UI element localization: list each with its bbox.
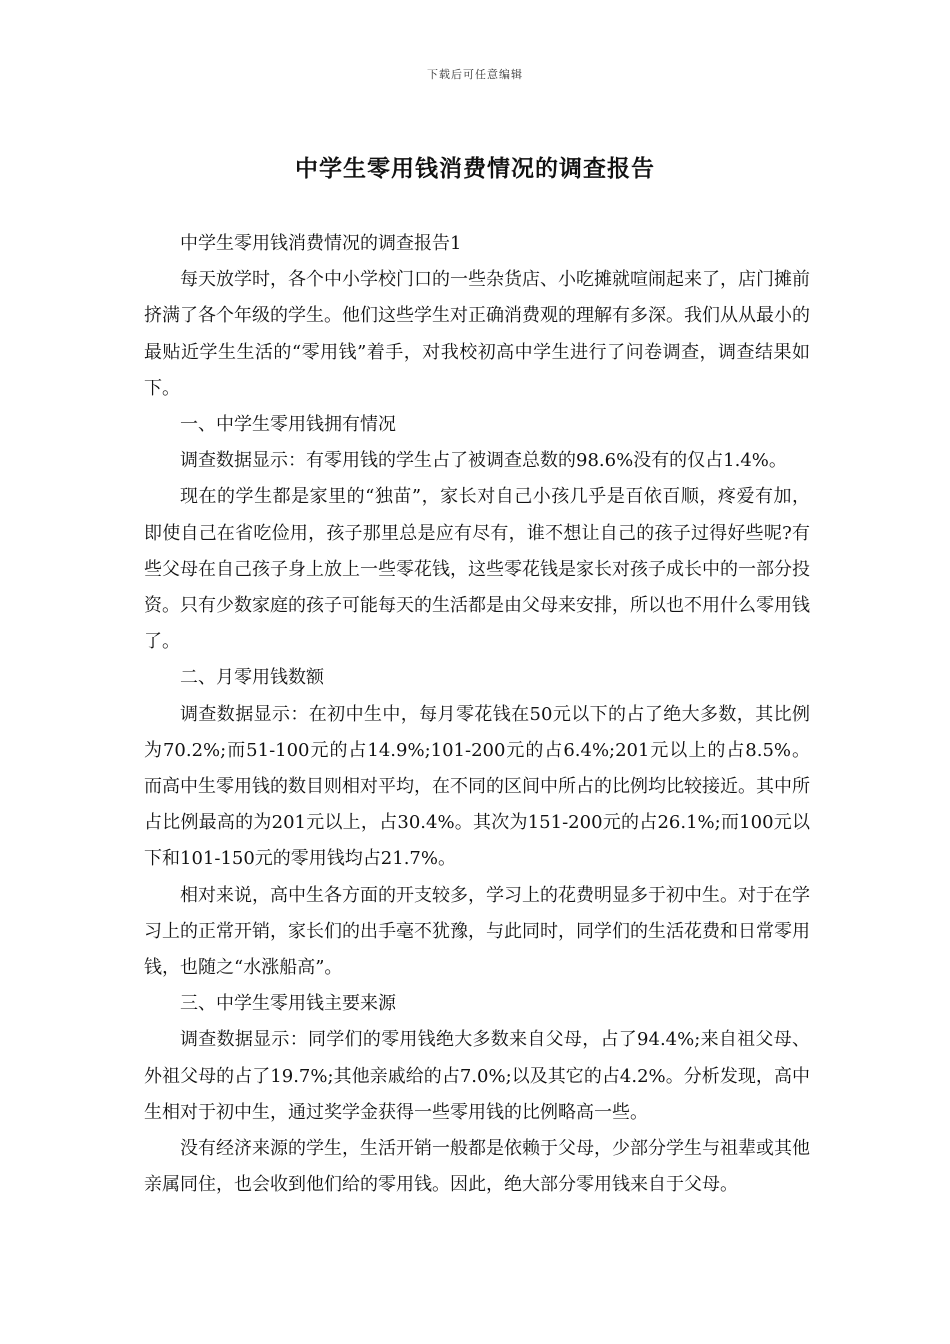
section-heading-amount: 二、月零用钱数额 <box>180 667 324 689</box>
paragraph-source-data: 调查数据显示：同学们的零用钱绝大多数来自父母，占了94.4%;来自祖父母、外祖父母的占了19.7%;其他亲戚给的占7.0%;以及其它的占4.2%。分析发现，高中生相对于初中生，通过奖学金获得一些零用钱的比例略高一些。 <box>144 1029 810 1123</box>
header-note: 下载后可任意编辑 <box>427 68 523 81</box>
section-heading-ownership: 一、中学生零用钱拥有情况 <box>180 414 396 436</box>
paragraph-ownership-analysis: 现在的学生都是家里的“独苗”，家长对自己小孩几乎是百依百顺，疼爱有加，即使自己在省吃俭用，孩子那里总是应有尽有，谁不想让自己的孩子过得好些呢?有些父母在自己孩子身上放上一些零花钱，这些零花钱是家长对孩子成长中的一部分投资。只有少数家庭的孩子可能每天的生活都是由父母来安排，所以也不用什么零用钱了。 <box>144 486 810 653</box>
report-subtitle: 中学生零用钱消费情况的调查报告1 <box>180 233 462 254</box>
paragraph-amount-data: 调查数据显示：在初中生中，每月零花钱在50元以下的占了绝大多数，其比例为70.2%;而51-100元的占14.9%;101-200元的占6.4%;201元以上的占8.5%。而高中生零用钱的数目则相对平均，在不同的区间中所占的比例均比较接近。其中所占比例最高的为201元以上，占30.4%。其次为151-200元的占26.1%;而100元以下和101-150元的零用钱均占21.7%。 <box>144 703 810 870</box>
section-heading-source: 三、中学生零用钱主要来源 <box>180 993 396 1015</box>
paragraph-source-analysis: 没有经济来源的学生，生活开销一般都是依赖于父母，少部分学生与祖辈或其他亲属同住，也会收到他们给的零用钱。因此，绝大部分零用钱来自于父母。 <box>144 1138 810 1196</box>
paragraph-intro: 每天放学时，各个中小学校门口的一些杂货店、小吃摊就喧闹起来了，店门摊前挤满了各个年级的学生。他们这些学生对正确消费观的理解有多深。我们从从最小的最贴近学生生活的“零用钱”着手，对我校初高中学生进行了问卷调查，调查结果如下。 <box>144 269 810 399</box>
paragraph-ownership-data: 调查数据显示：有零用钱的学生占了被调查总数的98.6%没有的仅占1.4%。 <box>180 450 787 472</box>
document-body <box>144 226 810 1203</box>
paragraph-amount-analysis: 相对来说，高中生各方面的开支较多，学习上的花费明显多于初中生。对于在学习上的正常开销，家长们的出手毫不犹豫，与此同时，同学们的生活花费和日常零用钱，也随之“水涨船高”。 <box>144 884 810 979</box>
document-title: 中学生零用钱消费情况的调查报告 <box>295 155 655 182</box>
